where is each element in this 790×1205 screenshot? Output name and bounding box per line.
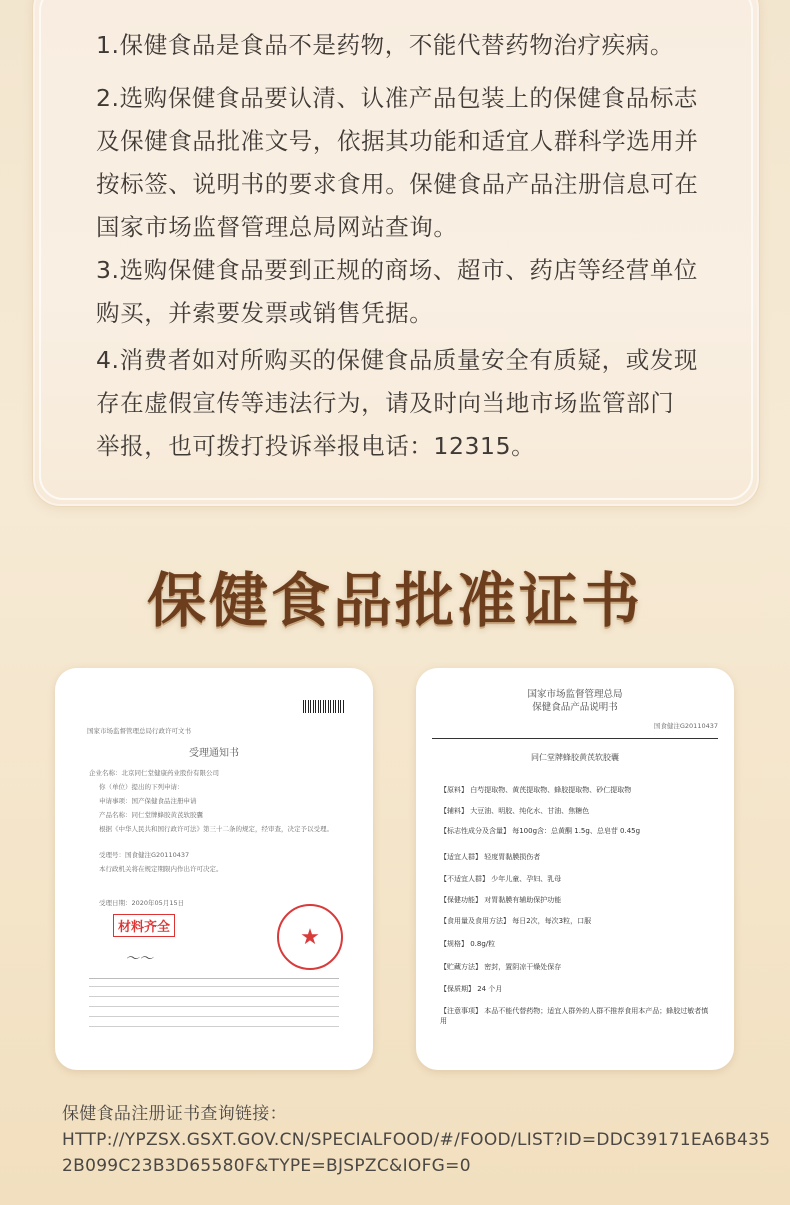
notice-line: 1.保健食品是食品不是药物，不能代替药物治疗疾病。 [96,31,674,59]
barcode-icon [303,700,345,713]
spec-row: 【原料】 白芍提取物、黄芪提取物、蜂胶提取物、砂仁提取物 [440,786,632,794]
acceptance-notice-card[interactable] [55,668,373,1070]
approval-number: 国食健注G20110437 [653,722,718,730]
doc-line: 企业名称：北京同仁堂健康药业股份有限公司 [89,769,219,777]
doc-line: 根据《中华人民共和国行政许可法》第三十二条的规定，经审查，决定予以受理。 [99,825,333,833]
spec-row: 【辅料】 大豆油、明胶、纯化水、甘油、焦糖色 [440,807,590,815]
notice-4 [96,339,706,468]
doc-line: 受理日期：2020年05月15日 [99,899,185,907]
query-link-url-line2[interactable]: 2B099C23B3D65580F&TYPE=BJSPZC&IOFG=0 [62,1156,471,1176]
spec-row: 【保健功能】 对胃黏膜有辅助保护功能 [440,896,562,904]
official-seal-icon: ★ [277,904,343,970]
divider [432,738,718,739]
divider [89,978,339,979]
query-link-label: 保健食品注册证书查询链接： [62,1104,287,1124]
notice-line: 4.消费者如对所购买的保健食品质量安全有质疑，或发现 [96,346,699,374]
spec-row: 【标志性成分及含量】 每100g含：总黄酮 1.5g、总皂苷 0.45g [440,827,641,835]
doc-line: 申请事项：国产保健食品注册申请 [99,797,197,805]
doc-header: 国家市场监督管理总局行政许可文书 [87,727,191,735]
notice-line: 3.选购保健食品要到正规的商场、超市、药店等经营单位 [96,256,699,284]
materials-complete-stamp: 材料齐全 [113,914,175,937]
manual-title-line2: 保健食品产品说明书 [532,702,618,713]
notice-1 [96,24,706,67]
signature-icon: 〜〜 [125,951,153,967]
notice-line: 购买，并索要发票或销售凭据。 [96,299,434,327]
query-link-url-line1[interactable]: HTTP://YPZSX.GSXT.GOV.CN/SPECIALFOOD/#/FOOD/LIST?ID=DDC39171EA6B435 [62,1130,771,1150]
manual-title-line1: 国家市场监督管理总局 [527,689,623,700]
spec-row: 【不适宜人群】 少年儿童、孕妇、乳母 [440,875,562,883]
doc-line: 产品名称：同仁堂牌蜂胶黄芪软胶囊 [99,811,203,819]
page-headline: 保健食品批准证书 [146,566,643,635]
notice-line: 及保健食品批准文号，依据其功能和适宜人群科学选用并 [96,127,699,155]
product-name: 同仁堂牌蜂胶黄芪软胶囊 [531,753,619,762]
doc-title: 受理通知书 [189,748,239,759]
notice-line: 2.选购保健食品要认清、认准产品包装上的保健食品标志 [96,84,699,112]
spec-row: 【保质期】 24 个月 [440,985,503,993]
notice-3 [96,249,706,335]
product-manual-card[interactable] [416,668,734,1070]
spec-row: 【适宜人群】 轻度胃黏膜损伤者 [440,853,541,861]
spec-row: 【规格】 0.8g/粒 [440,940,496,948]
notice-line: 存在虚假宣传等违法行为，请及时向当地市场监管部门 [96,389,675,417]
doc-line: 本行政机关将在规定期限内作出许可决定。 [99,865,223,873]
spec-row: 【贮藏方法】 密封，置阴凉干燥处保存 [440,963,562,971]
spec-row: 【注意事项】 本品不能代替药物；适宜人群外的人群不推荐食用本产品；蜂胶过敏者慎用 [440,1007,709,1025]
notice-line: 举报，也可拨打投诉举报电话：12315。 [96,432,536,460]
doc-fine-print [89,986,339,1036]
notice-line: 按标签、说明书的要求食用。保健食品产品注册信息可在 [96,170,699,198]
spec-row: 【食用量及食用方法】 每日2次，每次3粒，口服 [440,917,592,925]
doc-line: 你（单位）提出的下列申请： [99,783,184,791]
notice-2 [96,77,706,249]
notice-line: 国家市场监督管理总局网站查询。 [96,213,458,241]
doc-line: 受理号：国食健注G20110437 [99,851,190,859]
query-link-block [62,1101,770,1179]
